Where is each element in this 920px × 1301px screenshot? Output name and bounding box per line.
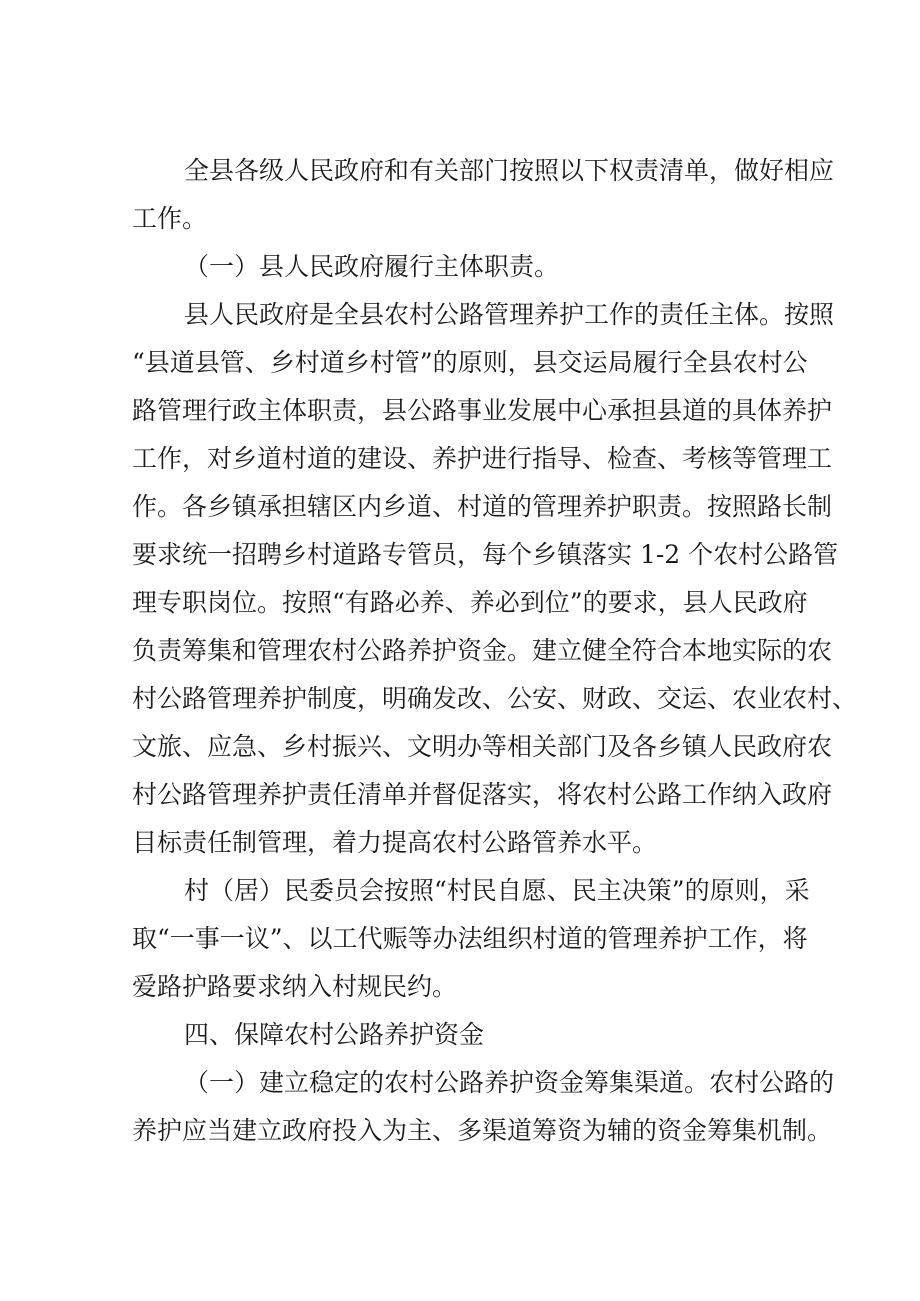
paragraph-intro	[132, 147, 835, 243]
text-line: 四、保障农村公路养护资金	[184, 1020, 485, 1049]
text-line: 工作，对乡道村道的建设、养护进行指导、检查、考核等管理工	[132, 444, 833, 473]
text-line: “县道县管、乡村道乡村管”的原则，县交运局履行全县农村公	[132, 348, 808, 377]
text-line: 县人民政府是全县农村公路管理养护工作的责任主体。按照	[184, 300, 835, 329]
section-heading-county-duty	[132, 243, 792, 291]
text-line: 村公路管理养护责任清单并督促落实，将农村公路工作纳入政府	[132, 780, 833, 809]
text-line: 作。各乡镇承担辖区内乡道、村道的管理养护职责。按照路长制	[132, 492, 833, 521]
text-line: 村（居）民委员会按照“村民自愿、民主决策”的原则，采	[184, 876, 810, 905]
text-line: 取“一事一议”、以工代赈等办法组织村道的管理养护工作，将	[132, 924, 808, 953]
text-line: 养护应当建立政府投入为主、多渠道筹资为辅的资金筹集机制。	[132, 1116, 833, 1145]
paragraph-funding-channels	[132, 1059, 835, 1155]
text-line: 村公路管理养护制度，明确发改、公安、财政、交运、农业农村、	[132, 684, 858, 713]
paragraph-village-committee	[132, 867, 810, 1011]
paragraph-county-government	[132, 291, 858, 867]
text-line: 工作。	[132, 204, 208, 233]
text-line: （一）建立稳定的农村公路养护资金筹集渠道。农村公路的	[184, 1068, 835, 1097]
text-line: （一）县人民政府履行主体职责。	[184, 252, 560, 281]
text-line: 爱路护路要求纳入村规民约。	[132, 972, 458, 1001]
text-line: 要求统一招聘乡村道路专管员，每个乡镇落实 1-2 个农村公路管	[132, 540, 839, 569]
text-line: 负责筹集和管理农村公路养护资金。建立健全符合本地实际的农	[132, 636, 833, 665]
text-line: 路管理行政主体职责，县公路事业发展中心承担县道的具体养护	[132, 396, 833, 425]
text-line: 文旅、应急、乡村振兴、文明办等相关部门及各乡镇人民政府农	[132, 732, 833, 761]
section-heading-funding	[132, 1011, 792, 1059]
text-line: 全县各级人民政府和有关部门按照以下权责清单，做好相应	[184, 156, 835, 185]
text-line: 理专职岗位。按照“有路必养、养必到位”的要求，县人民政府	[132, 588, 808, 617]
text-line: 目标责任制管理，着力提高农村公路管养水平。	[132, 828, 658, 857]
